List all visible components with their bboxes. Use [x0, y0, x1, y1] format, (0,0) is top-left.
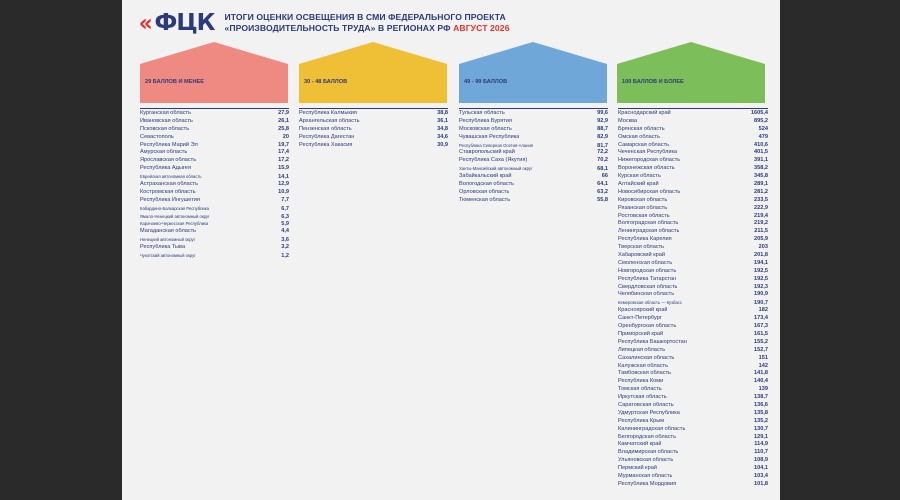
house-shape	[140, 42, 288, 103]
region-row	[618, 110, 768, 118]
list-divider	[459, 108, 608, 109]
region-score: 26,1	[278, 117, 289, 124]
region-name: Нижегородская область	[618, 157, 681, 164]
score-group-header	[459, 42, 607, 103]
region-name: Пензенская область	[299, 125, 352, 132]
region-score: 110,7	[754, 449, 768, 456]
region-name: Республика Калмыкия	[299, 110, 357, 116]
title-date: АВГУСТ 2026	[453, 23, 510, 33]
region-name: Архангельская область	[299, 117, 360, 124]
region-name: Ставропольский край	[459, 149, 515, 156]
logo-text: ФЦК	[154, 9, 215, 36]
region-score: 4,4	[281, 228, 289, 235]
region-row	[459, 126, 608, 134]
region-name: Республика Адыгея	[140, 165, 191, 172]
region-row	[459, 197, 608, 205]
region-score: 14,1	[278, 174, 289, 181]
region-row	[140, 173, 289, 181]
region-name: Приморский край	[618, 330, 664, 337]
region-row	[459, 142, 608, 150]
region-row	[140, 181, 289, 189]
region-name: Брянская область	[618, 125, 665, 132]
region-score: 64,1	[597, 181, 608, 188]
region-score: 34,8	[437, 125, 448, 132]
region-name: Пермский край	[618, 465, 657, 472]
house-shape	[459, 42, 607, 103]
region-name: Тюменская область	[459, 196, 511, 203]
region-score: 27,9	[278, 110, 289, 116]
region-row	[618, 244, 768, 252]
region-name: Мурманская область	[618, 472, 673, 479]
region-row	[140, 165, 289, 173]
region-score: 55,8	[597, 196, 608, 203]
region-name: Кабардино-Балкарская Республика	[140, 205, 210, 211]
region-score: 12,9	[278, 181, 289, 188]
region-score: 101,8	[754, 480, 768, 487]
region-name: Ярославская область	[140, 157, 197, 164]
region-name: Алтайский край	[618, 181, 659, 188]
score-group-header	[140, 42, 288, 103]
region-name: Кировская область	[618, 196, 668, 203]
region-score: 70,2	[597, 157, 608, 164]
region-score: 190,7	[754, 300, 768, 307]
region-row	[618, 284, 768, 292]
region-name: Ленинградская область	[618, 228, 680, 235]
region-name: Московская область	[459, 125, 512, 132]
region-score: 36,1	[437, 117, 448, 124]
region-name: Республика Крым	[618, 417, 665, 424]
region-score: 391,1	[754, 157, 768, 164]
region-row	[618, 434, 768, 442]
region-row	[618, 299, 768, 307]
region-score: 233,5	[754, 196, 768, 203]
region-row	[618, 252, 768, 260]
region-row	[618, 205, 768, 213]
region-score: 190,9	[754, 291, 768, 298]
region-row	[140, 213, 289, 221]
region-row	[618, 449, 768, 457]
region-row	[618, 339, 768, 347]
region-row	[618, 394, 768, 402]
region-name: Республика Карелия	[618, 236, 672, 243]
region-row	[618, 355, 768, 363]
region-row	[140, 197, 289, 205]
region-row	[618, 149, 768, 157]
region-row	[618, 260, 768, 268]
region-score: 15,9	[278, 165, 289, 172]
region-row	[299, 134, 448, 142]
region-name: Сахалинская область	[618, 354, 675, 361]
list-divider	[618, 108, 768, 109]
region-score: 63,2	[597, 188, 608, 195]
region-row	[618, 426, 768, 434]
region-score: 19,7	[278, 141, 289, 148]
region-row	[618, 213, 768, 221]
region-row	[618, 481, 768, 489]
score-group-label: 29 БАЛЛОВ И МЕНЕЕ	[145, 79, 204, 85]
region-name: Краснодарский край	[618, 110, 671, 116]
region-row	[140, 220, 289, 228]
region-name: Москва	[618, 117, 638, 124]
region-score: 82,9	[597, 133, 608, 140]
region-score: 222,9	[754, 204, 768, 211]
logo-quote-mark: «	[138, 9, 153, 37]
region-row	[618, 441, 768, 449]
region-score: 194,1	[754, 259, 768, 266]
region-name: Камчатский край	[618, 441, 662, 448]
region-name: Омская область	[618, 133, 660, 140]
region-row	[459, 157, 608, 165]
region-name: Карачаево-Черкесская Республика	[140, 221, 209, 227]
region-name: Челябинская область	[618, 291, 675, 298]
region-score: 5,9	[281, 221, 289, 228]
region-score: 161,5	[754, 330, 768, 337]
region-score: 205,9	[754, 236, 768, 243]
region-name: Республика Дагестан	[299, 133, 355, 140]
region-row	[459, 149, 608, 157]
region-name: Воронежская область	[618, 165, 675, 172]
region-name: Чувашская Республика	[459, 133, 520, 140]
region-row	[618, 315, 768, 323]
region-row	[618, 220, 768, 228]
region-name: Севастополь	[140, 133, 174, 140]
region-row	[140, 134, 289, 142]
region-row	[618, 307, 768, 315]
region-score: 66	[601, 173, 608, 180]
region-row	[618, 457, 768, 465]
region-score: 192,5	[754, 267, 768, 274]
region-name: Костромская область	[140, 188, 196, 195]
region-name: Республика Марий Эл	[140, 141, 198, 148]
region-name: Кемеровская область — Кузбасс	[618, 300, 682, 306]
region-name: Санкт-Петербург	[618, 315, 662, 322]
region-name: Калужская область	[618, 362, 669, 369]
region-row	[618, 410, 768, 418]
region-name: Липецкая область	[618, 346, 666, 353]
region-row	[618, 291, 768, 299]
region-name: Магаданская область	[140, 228, 197, 235]
region-row	[299, 142, 448, 150]
region-score: 17,2	[278, 157, 289, 164]
region-score: 410,6	[754, 141, 768, 148]
region-score: 3,6	[281, 237, 289, 244]
region-score: 142	[758, 362, 768, 369]
region-name: Тамбовская область	[618, 370, 672, 377]
region-row	[618, 473, 768, 481]
region-name: Республика Башкортостан	[618, 338, 687, 345]
region-name: Республика Бурятия	[459, 117, 512, 124]
house-shape	[617, 42, 765, 103]
region-score: 211,5	[754, 228, 768, 235]
region-row	[618, 323, 768, 331]
region-score: 155,2	[754, 338, 768, 345]
region-row	[459, 181, 608, 189]
region-row	[459, 165, 608, 173]
region-score: 203	[758, 244, 768, 251]
region-score: 6,3	[281, 213, 289, 220]
list-divider	[299, 108, 448, 109]
region-row	[618, 118, 768, 126]
region-name: Амурская область	[140, 149, 188, 156]
region-name: Республика Северная Осетия-Алания	[459, 142, 534, 148]
region-score: 289,1	[754, 181, 768, 188]
region-name: Ханты-Мансийский автономный округ	[459, 166, 533, 172]
region-row	[618, 386, 768, 394]
region-list	[140, 108, 289, 260]
region-score: 38,8	[437, 110, 448, 116]
region-name: Курская область	[618, 173, 661, 180]
region-list	[299, 108, 448, 149]
region-row	[140, 142, 289, 150]
region-name: Ростовская область	[618, 212, 670, 219]
region-score: 151	[758, 354, 768, 361]
region-score: 167,3	[754, 323, 768, 330]
region-name: Хабаровский край	[618, 252, 666, 259]
region-name: Саратовская область	[618, 401, 674, 408]
region-score: 345,8	[754, 173, 768, 180]
region-row	[140, 228, 289, 236]
title-line-2: «ПРОИЗВОДИТЕЛЬНОСТЬ ТРУДА» В РЕГИОНАХ РФ	[224, 23, 451, 33]
region-row	[299, 110, 448, 118]
region-score: 141,8	[754, 370, 768, 377]
region-score: 281,2	[754, 188, 768, 195]
region-name: Республика Мордовия	[618, 480, 677, 487]
region-score: 192,3	[754, 283, 768, 290]
region-score: 72,2	[597, 149, 608, 156]
region-row	[140, 252, 289, 260]
region-score: 135,2	[754, 417, 768, 424]
house-shape	[299, 42, 447, 103]
region-row	[618, 465, 768, 473]
region-name: Оренбургская область	[618, 323, 677, 330]
fck-logo	[138, 9, 215, 37]
region-score: 135,8	[754, 409, 768, 416]
region-row	[140, 205, 289, 213]
region-score: 895,2	[754, 117, 768, 124]
region-row	[299, 118, 448, 126]
region-name: Республика Саха (Якутия)	[459, 157, 528, 164]
region-row	[459, 134, 608, 142]
region-name: Волгоградская область	[618, 220, 679, 227]
region-row	[459, 118, 608, 126]
region-name: Вологодская область	[459, 181, 515, 188]
region-name: Астраханская область	[140, 181, 199, 188]
region-name: Смоленская область	[618, 259, 673, 266]
region-row	[618, 157, 768, 165]
region-score: 25,8	[278, 125, 289, 132]
region-score: 20	[282, 133, 289, 140]
header	[138, 10, 510, 40]
region-score: 173,4	[754, 315, 768, 322]
region-row	[459, 173, 608, 181]
region-row	[459, 110, 608, 118]
page-title	[224, 12, 509, 34]
region-score: 138,7	[754, 394, 768, 401]
region-name: Еврейская автономная область	[140, 174, 202, 180]
region-row	[140, 157, 289, 165]
region-score: 10,9	[278, 188, 289, 195]
region-name: Тульская область	[459, 110, 505, 116]
region-name: Новгородская область	[618, 267, 677, 274]
list-divider	[140, 108, 289, 109]
region-name: Ульяновская область	[618, 457, 674, 464]
region-score: 524	[758, 125, 768, 132]
region-row	[140, 236, 289, 244]
region-row	[618, 347, 768, 355]
region-score: 7,7	[281, 196, 289, 203]
region-name: Ивановская область	[140, 117, 193, 124]
region-score: 30,9	[437, 141, 448, 148]
region-name: Республика Татарстан	[618, 275, 677, 282]
region-name: Ненецкий автономный округ	[140, 237, 196, 243]
region-name: Ямало-Ненецкий автономный округ	[140, 213, 210, 219]
region-row	[140, 118, 289, 126]
region-score: 1605,4	[750, 110, 768, 116]
title-line-1: ИТОГИ ОЦЕНКИ ОСВЕЩЕНИЯ В СМИ ФЕДЕРАЛЬНОГО ПРОЕКТА	[224, 12, 506, 22]
region-row	[618, 268, 768, 276]
region-row	[299, 126, 448, 134]
region-row	[140, 189, 289, 197]
region-name: Республика Ингушетия	[140, 196, 200, 203]
region-score: 201,8	[754, 252, 768, 259]
region-name: Чукотский автономный округ	[140, 253, 196, 259]
region-score: 219,4	[754, 212, 768, 219]
region-name: Чеченская Республика	[618, 149, 678, 156]
region-score: 92,9	[597, 117, 608, 124]
region-row	[140, 244, 289, 252]
region-score: 114,9	[754, 441, 768, 448]
region-score: 140,4	[754, 378, 768, 385]
region-row	[618, 165, 768, 173]
region-name: Республика Коми	[618, 378, 664, 385]
region-row	[618, 370, 768, 378]
region-row	[618, 363, 768, 371]
region-score: 3,2	[281, 244, 289, 251]
region-score: 192,5	[754, 275, 768, 282]
region-score: 129,1	[754, 433, 768, 440]
region-list	[459, 108, 608, 205]
region-score: 152,7	[754, 346, 768, 353]
region-score: 103,4	[754, 472, 768, 479]
region-score: 34,6	[437, 133, 448, 140]
region-score: 104,1	[754, 465, 768, 472]
region-row	[618, 378, 768, 386]
region-score: 6,7	[281, 205, 289, 212]
region-score: 99,6	[597, 110, 608, 116]
region-name: Курганская область	[140, 110, 191, 116]
region-score: 139	[758, 386, 768, 393]
region-row	[140, 149, 289, 157]
region-name: Новосибирская область	[618, 188, 681, 195]
region-score: 136,6	[754, 401, 768, 408]
region-row	[618, 402, 768, 410]
region-list	[618, 108, 768, 489]
region-name: Забайкальский край	[459, 173, 512, 180]
region-name: Красноярский край	[618, 307, 668, 314]
score-group-label: 100 БАЛЛОВ И БОЛЕЕ	[622, 79, 684, 85]
region-name: Орловская область	[459, 188, 510, 195]
region-name: Иркутская область	[618, 394, 667, 401]
region-name: Свердловская область	[618, 283, 678, 290]
region-row	[618, 228, 768, 236]
region-row	[140, 110, 289, 118]
region-name: Псковская область	[140, 125, 190, 132]
region-row	[618, 142, 768, 150]
region-score: 1,2	[281, 253, 289, 260]
region-score: 108,9	[754, 457, 768, 464]
region-score: 68,1	[597, 166, 608, 173]
region-name: Рязанская область	[618, 204, 668, 211]
region-name: Белгородская область	[618, 433, 677, 440]
region-row	[618, 418, 768, 426]
region-row	[618, 134, 768, 142]
region-name: Самарская область	[618, 141, 670, 148]
region-score: 479	[758, 133, 768, 140]
region-name: Республика Хакасия	[299, 141, 353, 148]
region-score: 17,4	[278, 149, 289, 156]
region-score: 219,2	[754, 220, 768, 227]
region-row	[618, 197, 768, 205]
region-name: Республика Тыва	[140, 244, 186, 251]
infographic-page	[122, 0, 780, 500]
region-score: 81,7	[597, 142, 608, 149]
region-row	[618, 189, 768, 197]
region-row	[618, 181, 768, 189]
region-score: 130,7	[754, 425, 768, 432]
region-row	[618, 173, 768, 181]
region-score: 401,5	[754, 149, 768, 156]
score-group-header	[299, 42, 447, 103]
region-row	[618, 276, 768, 284]
score-group-label: 49 - 99 БАЛЛОВ	[464, 79, 508, 85]
region-name: Тверская область	[618, 244, 665, 251]
region-name: Калининградская область	[618, 425, 686, 432]
region-row	[618, 331, 768, 339]
region-name: Томская область	[618, 386, 662, 393]
region-row	[459, 189, 608, 197]
region-score: 182	[758, 307, 768, 314]
score-group-header	[617, 42, 765, 103]
region-row	[618, 126, 768, 134]
region-score: 88,7	[597, 125, 608, 132]
region-score: 358,2	[754, 165, 768, 172]
region-row	[618, 236, 768, 244]
score-group-label: 30 - 48 БАЛЛОВ	[304, 79, 348, 85]
region-name: Удмуртская Республика	[618, 409, 680, 416]
region-name: Владимирская область	[618, 449, 679, 456]
region-row	[140, 126, 289, 134]
